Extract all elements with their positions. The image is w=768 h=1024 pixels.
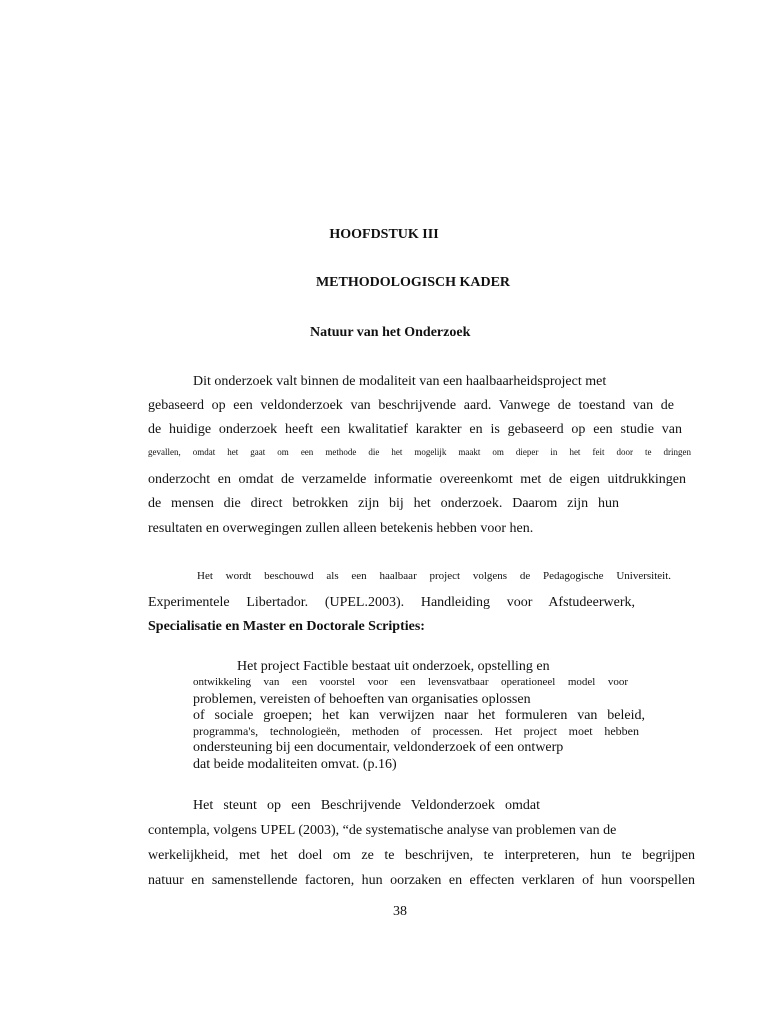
paragraph3-line-1: Het steunt op een Beschrijvende Veldonderzoek omdat — [193, 798, 540, 813]
paragraph1-line-2: gebaseerd op een veldonderzoek van beschrijvende aard. Vanwege de toestand van de — [148, 398, 674, 413]
quote-line-2: ontwikkeling van een voorstel voor een levensvatbaar operationeel model voor — [193, 676, 628, 688]
quote-line-3: problemen, vereisten of behoeften van organisaties oplossen — [193, 692, 531, 707]
quote-line-6: ondersteuning bij een documentair, veldonderzoek of een ontwerp — [193, 740, 564, 755]
paragraph1-line-7: resultaten en overwegingen zullen alleen betekenis hebben voor hen. — [148, 521, 534, 536]
quote-line-4: of sociale groepen; het kan verwijzen naar het formuleren van beleid, — [193, 708, 645, 723]
paragraph1-line-5: onderzocht en omdat de verzamelde informatie overeenkomt met de eigen uitdrukkingen — [148, 472, 686, 487]
quote-line-7: dat beide modaliteiten omvat. (p.16) — [193, 757, 397, 772]
quote-line-1: Het project Factible bestaat uit onderzoek, opstelling en — [237, 659, 550, 674]
paragraph1-line-1: Dit onderzoek valt binnen de modaliteit van een haalbaarheidsproject met — [193, 374, 607, 389]
paragraph2-line-3: Specialisatie en Master en Doctorale Scripties: — [148, 619, 425, 634]
section-title: Natuur van het Onderzoek — [310, 325, 471, 340]
quote-line-5: programma's, technologieën, methoden of processen. Het project moet hebben — [193, 724, 639, 738]
paragraph3-line-4: natuur en samenstellende factoren, hun oorzaken en effecten verklaren of hun voorspellen — [148, 873, 695, 888]
paragraph3-line-3: werkelijkheid, met het doel om ze te beschrijven, te interpreteren, hun te begrijpen — [148, 848, 695, 863]
paragraph1-line-3: de huidige onderzoek heeft een kwalitatief karakter en is gebaseerd op een studie van — [148, 422, 682, 437]
chapter-subtitle: METHODOLOGISCH KADER — [315, 275, 511, 290]
page-number: 38 — [393, 904, 407, 919]
paragraph3-line-2: contempla, volgens UPEL (2003), “de systematische analyse van problemen van de — [148, 823, 617, 838]
paragraph1-line-6: de mensen die direct betrokken zijn bij het onderzoek. Daarom zijn hun — [148, 496, 619, 511]
paragraph2-line-1: Het wordt beschouwd als een haalbaar project volgens de Pedagogische Universiteit. — [197, 570, 671, 582]
paragraph1-line-4: gevallen, omdat het gaat om een methode die het mogelijk maakt om dieper in het feit door te dringen — [148, 447, 691, 457]
chapter-title: HOOFDSTUK III — [329, 227, 439, 242]
paragraph2-line-2: Experimentele Libertador. (UPEL.2003). Handleiding voor Afstudeerwerk, — [148, 595, 635, 610]
